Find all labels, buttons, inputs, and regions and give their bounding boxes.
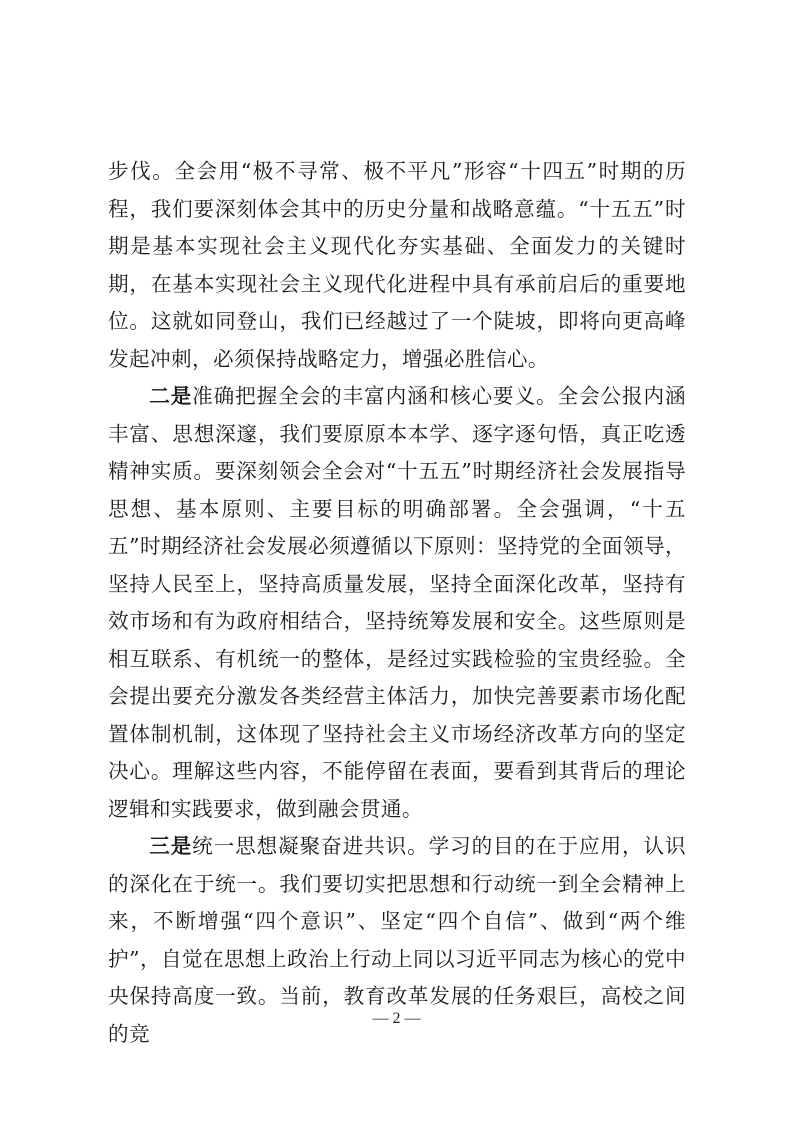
paragraph-2-text: 准确把握全会的丰富内涵和核心要义。全会公报内涵丰富、思想深邃，我们要原原本本学、逐字逐句悟，真正吃透精神实质。要深刻领会全会对“十五五”时期经济社会发展指导思想、基本原则、主要目标的明确部署。全会强调，“十五五”时期经济社会发展必须遵循以下原则：坚持党的全面领导，坚持人民至上，坚持高质量发展，坚持全面深化改革，坚持有效市场和有为政府相结合，坚持统筹发展和安全。这些原则是相互联系、有机统一的整体，是经过实践检验的宝贵经验。全会提出要充分激发各类经营主体活力，加快完善要素市场化配置体制机制，这体现了坚持社会主义市场经济改革方向的坚定决心。理解这些内容，不能停留在表面，要看到其背后的理论逻辑和实践要求，做到融会贯通。 xyxy=(108,384,686,821)
paragraph-1 xyxy=(108,153,686,378)
paragraph-2 xyxy=(108,378,686,828)
paragraph-1-text: 步伐。全会用“极不寻常、极不平凡”形容“十四五”时期的历程，我们要深刻体会其中的历史分量和战略意蕴。“十五五”时期是基本实现社会主义现代化夯实基础、全面发力的关键时期，在基本实现社会主义现代化进程中具有承前启后的重要地位。这就如同登山，我们已经越过了一个陡坡，即将向更高峰发起冲刺，必须保持战略定力，增强必胜信心。 xyxy=(108,159,686,371)
document-body xyxy=(108,153,686,1053)
paragraph-2-lead: 二是 xyxy=(149,384,193,408)
paragraph-3-lead: 三是 xyxy=(149,834,193,858)
page-number: — 2 — xyxy=(372,1010,421,1027)
paragraph-3-text: 统一思想凝聚奋进共识。学习的目的在于应用，认识的深化在于统一。我们要切实把思想和行动统一到全会精神上来，不断增强“四个意识”、坚定“四个自信”、做到“两个维护”，自觉在思想上政治上行动上同以习近平同志为核心的党中央保持高度一致。当前，教育改革发展的任务艰巨，高校之间的竞 xyxy=(108,834,686,1046)
